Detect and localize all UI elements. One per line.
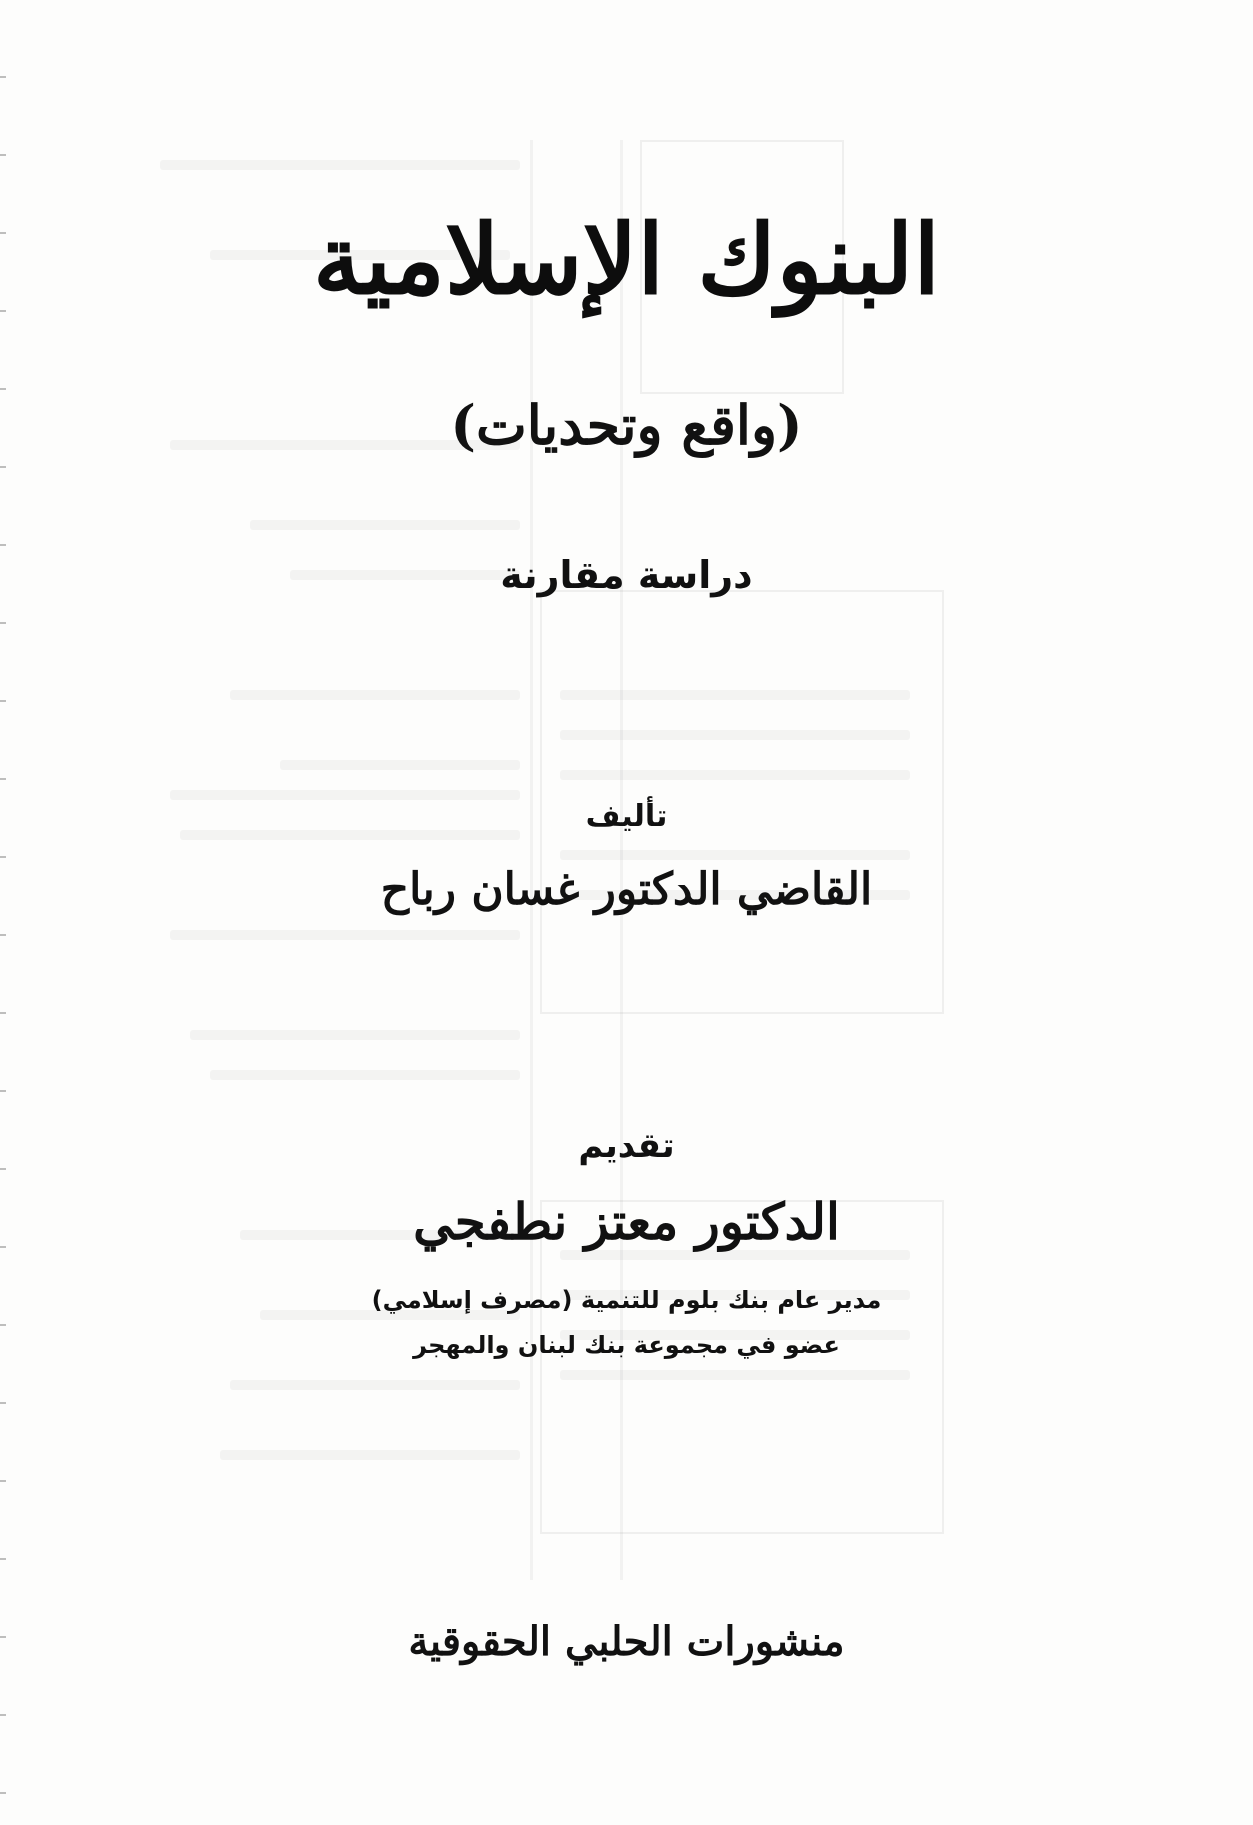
book-subtitle: (واقع وتحديات) bbox=[450, 393, 803, 457]
publisher-name: منشورات الحلبي الحقوقية bbox=[408, 1618, 845, 1665]
author-label: تأليف bbox=[585, 799, 668, 834]
introducer-name: الدكتور معتز نطفجي bbox=[413, 1192, 840, 1251]
author-name: القاضي الدكتور غسان رباح bbox=[380, 864, 873, 915]
introduction-label: تقديم bbox=[578, 1126, 675, 1166]
book-title: البنوك الإسلامية bbox=[313, 203, 940, 316]
study-type: دراسة مقارنة bbox=[500, 553, 753, 597]
introducer-role-2: عضو في مجموعة بنك لبنان والمهجر bbox=[413, 1331, 840, 1359]
introducer-role-1: مدير عام بنك بلوم للتنمية (مصرف إسلامي) bbox=[371, 1286, 882, 1314]
